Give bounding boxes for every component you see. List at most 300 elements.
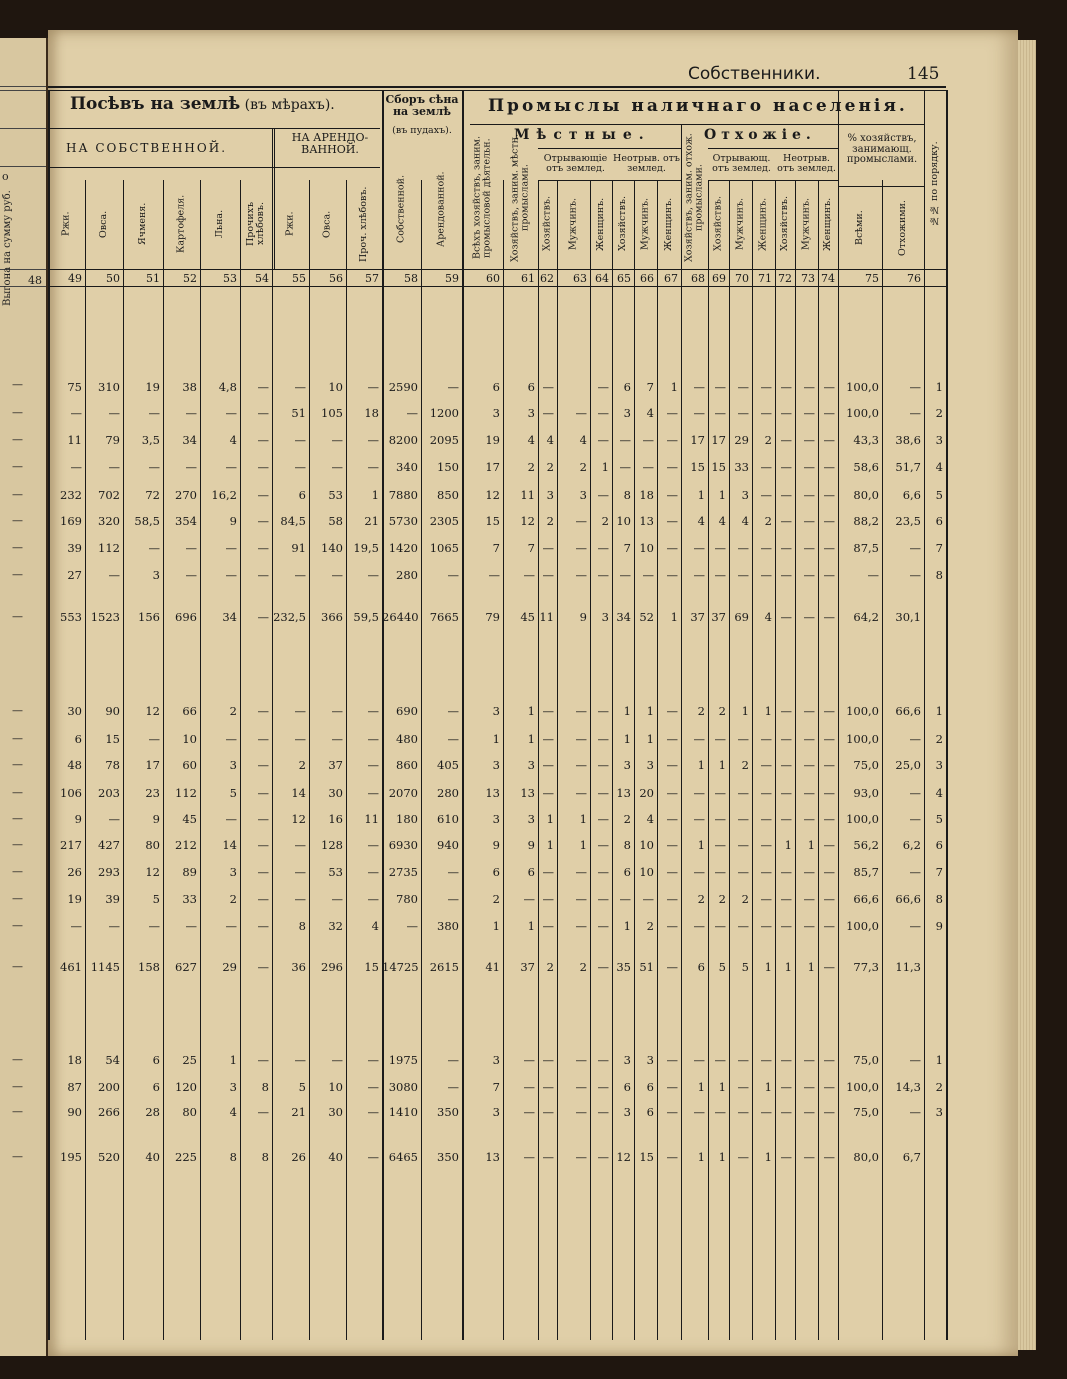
table-cell: 59,5 (353, 610, 379, 624)
column-number: 76 (907, 272, 921, 285)
table-cell: 100,0 (846, 812, 879, 826)
table-cell: — (693, 568, 705, 582)
table-cell: 17 (145, 758, 160, 772)
table-cell: 3 (492, 704, 500, 718)
table-cell: — (597, 838, 609, 852)
h-rule (48, 86, 946, 88)
table-cell: 11 (67, 433, 82, 447)
table-cell: — (257, 610, 269, 624)
table-cell: 320 (98, 514, 120, 528)
table-cell: — (780, 1150, 792, 1164)
table-cell: 200 (98, 1080, 120, 1094)
table-cell: — (597, 568, 609, 582)
table-cell: 7 (646, 380, 654, 394)
table-cell: 51 (291, 406, 306, 420)
table-cell: 13 (616, 786, 631, 800)
table-cell: 6465 (388, 1150, 418, 1164)
table-cell: 1975 (388, 1053, 418, 1067)
column-header: Арендованной. (435, 171, 447, 247)
table-cell: — (780, 919, 792, 933)
table-cell: 940 (437, 838, 459, 852)
table-cell: — (257, 758, 269, 772)
h-rule (274, 167, 380, 168)
column-header: №№ по порядку. (929, 141, 941, 227)
table-cell: — (803, 812, 815, 826)
table-cell: — (257, 514, 269, 528)
table-cell: 8200 (388, 433, 418, 447)
table-cell: — (542, 865, 554, 879)
table-cell: 21 (364, 514, 379, 528)
table-cell: 37 (328, 758, 343, 772)
column-number: 54 (255, 272, 269, 285)
table-cell: — (714, 1053, 726, 1067)
table-cell: — (909, 406, 921, 420)
table-cell: 350 (437, 1150, 459, 1164)
table-cell: 39 (67, 541, 82, 555)
table-cell: 66,6 (895, 892, 921, 906)
table-cell: 10 (639, 865, 654, 879)
table-cell: 5 (718, 960, 726, 974)
table-cell: — (597, 812, 609, 826)
table-cell: 8 (623, 488, 631, 502)
table-cell: — (575, 1053, 587, 1067)
table-cell: 100,0 (846, 406, 879, 420)
table-cell: 5 (935, 812, 943, 826)
prev-row-mark: — (12, 758, 23, 771)
table-cell: 6 (697, 960, 705, 974)
column-header: Женщинъ. (757, 197, 769, 251)
table-cell: — (737, 1080, 749, 1094)
table-cell: 350 (437, 1105, 459, 1119)
prev-rule (0, 86, 46, 87)
column-header: Всѣми. (854, 210, 866, 246)
table-cell: — (780, 1080, 792, 1094)
table-cell: 1 (807, 960, 815, 974)
table-cell: — (780, 812, 792, 826)
table-cell: — (447, 732, 459, 746)
table-cell: 16,2 (211, 488, 237, 502)
table-cell: — (294, 433, 306, 447)
column-header: Хозяйствъ, заним. мѣстн. промыслами. (509, 134, 531, 262)
table-cell: — (780, 406, 792, 420)
table-cell: — (406, 919, 418, 933)
table-cell: — (760, 488, 772, 502)
table-cell: 480 (396, 732, 418, 746)
table-cell: 6 (646, 1105, 654, 1119)
table-cell: — (294, 568, 306, 582)
table-cell: 266 (98, 1105, 120, 1119)
table-cell: — (225, 732, 237, 746)
prev-row-mark: — (12, 406, 23, 419)
table-cell: — (597, 704, 609, 718)
prev-row-mark: — (12, 610, 23, 623)
table-cell: — (666, 786, 678, 800)
table-cell: 1 (764, 1080, 772, 1094)
table-cell: — (575, 732, 587, 746)
table-cell: — (70, 460, 82, 474)
table-cell: 100,0 (846, 732, 879, 746)
table-cell: — (597, 865, 609, 879)
table-cell: 64,2 (853, 610, 879, 624)
table-cell: 100,0 (846, 704, 879, 718)
page-number: 145 (907, 64, 940, 84)
table-cell: 26 (291, 1150, 306, 1164)
table-cell: — (331, 460, 343, 474)
table-cell: 1 (623, 704, 631, 718)
table-cell: — (823, 758, 835, 772)
table-cell: — (70, 406, 82, 420)
table-cell: 39 (105, 892, 120, 906)
prev-row-mark: — (12, 892, 23, 905)
column-header: Хозяйствъ. (712, 196, 724, 252)
table-cell: 3 (623, 406, 631, 420)
table-cell: — (823, 541, 835, 555)
table-cell: 7880 (388, 488, 418, 502)
table-cell: 48 (67, 758, 82, 772)
table-cell: — (803, 568, 815, 582)
table-cell: 2 (718, 892, 726, 906)
table-cell: 4 (579, 433, 587, 447)
table-cell: — (666, 1150, 678, 1164)
column-header: Ржи. (60, 211, 72, 237)
table-cell: — (803, 892, 815, 906)
table-cell: 1 (697, 1150, 705, 1164)
table-cell: 1 (718, 1150, 726, 1164)
table-cell: — (823, 1150, 835, 1164)
table-cell: — (597, 433, 609, 447)
table-cell: 1 (764, 704, 772, 718)
table-cell: 1 (935, 380, 943, 394)
h-rule (48, 286, 946, 287)
table-cell: 225 (175, 1150, 197, 1164)
table-cell: 3 (229, 865, 237, 879)
table-cell: — (575, 786, 587, 800)
table-cell: — (148, 406, 160, 420)
table-cell: — (367, 732, 379, 746)
table-cell: — (780, 892, 792, 906)
table-cell: 43,3 (853, 433, 879, 447)
column-header: Овса. (321, 210, 333, 238)
table-cell: — (575, 892, 587, 906)
column-header: Собственной. (395, 175, 407, 243)
table-cell: 1 (670, 610, 678, 624)
table-cell: — (693, 919, 705, 933)
table-cell: 75,0 (853, 1105, 879, 1119)
table-cell: 1420 (388, 541, 418, 555)
table-cell: 25 (182, 1053, 197, 1067)
table-cell: — (803, 460, 815, 474)
table-cell: — (909, 786, 921, 800)
table-cell: 4 (546, 433, 554, 447)
table-cell: — (108, 812, 120, 826)
column-header: Женщинъ. (822, 197, 834, 251)
column-number: 61 (521, 272, 535, 285)
table-cell: — (185, 541, 197, 555)
sowing-title-text: Посѣвъ на землѣ (70, 94, 241, 114)
table-cell: — (803, 919, 815, 933)
detaching-out-header: Отрывающ. отъ землед. (712, 153, 771, 174)
column-number: 58 (404, 272, 418, 285)
table-cell: — (714, 568, 726, 582)
table-cell: 3 (546, 488, 554, 502)
column-number: 71 (758, 272, 772, 285)
table-cell: — (257, 812, 269, 826)
table-cell: — (803, 488, 815, 502)
local-trades-header: Мѣстные. (514, 127, 651, 143)
column-header: Прочихъ хлѣбовъ. (245, 201, 266, 247)
table-cell: 293 (98, 865, 120, 879)
table-cell: 1 (784, 838, 792, 852)
table-cell: — (619, 892, 631, 906)
column-number: 73 (801, 272, 815, 285)
table-cell: 6 (623, 865, 631, 879)
table-cell: 1 (741, 704, 749, 718)
table-cell: — (760, 541, 772, 555)
table-cell: — (575, 1105, 587, 1119)
table-cell: 91 (291, 541, 306, 555)
table-cell: 8 (935, 892, 943, 906)
table-cell: 6 (492, 380, 500, 394)
table-cell: — (367, 865, 379, 879)
table-cell: — (542, 732, 554, 746)
table-cell: — (714, 406, 726, 420)
table-cell: 4 (646, 406, 654, 420)
prev-row-mark: — (12, 433, 23, 446)
table-cell: — (760, 892, 772, 906)
table-cell: 11 (539, 610, 554, 624)
prev-column-header: Выгона на сумму руб. (2, 190, 13, 306)
table-cell: — (642, 433, 654, 447)
prev-column-number: 48 (28, 274, 42, 287)
table-cell: — (823, 488, 835, 502)
table-cell: 34 (182, 433, 197, 447)
table-cell: 37 (520, 960, 535, 974)
table-cell: 80 (182, 1105, 197, 1119)
table-cell: 2 (298, 758, 306, 772)
table-cell: — (823, 960, 835, 974)
table-cell: 2305 (429, 514, 459, 528)
h-rule (838, 186, 924, 187)
rented-land-header: НА АРЕНДО-ВАННОЙ. (291, 131, 369, 156)
table-cell: — (575, 541, 587, 555)
table-cell: — (367, 460, 379, 474)
table-cell: — (367, 1150, 379, 1164)
table-cell: 2 (697, 704, 705, 718)
table-cell: 40 (328, 1150, 343, 1164)
table-cell: — (225, 919, 237, 933)
prev-row-mark: — (12, 960, 23, 973)
table-cell: — (666, 732, 678, 746)
table-cell: — (542, 406, 554, 420)
table-cell: — (666, 541, 678, 555)
table-cell: 2 (579, 460, 587, 474)
table-cell: 232,5 (273, 610, 306, 624)
table-cell: — (367, 838, 379, 852)
table-cell: 12 (520, 514, 535, 528)
table-cell: — (666, 704, 678, 718)
table-cell: — (597, 406, 609, 420)
table-cell: — (523, 1150, 535, 1164)
table-cell: 23,5 (895, 514, 921, 528)
table-cell: — (909, 812, 921, 826)
table-cell: 6 (152, 1080, 160, 1094)
table-cell: 11,3 (895, 960, 921, 974)
prev-row-mark: — (12, 378, 23, 391)
table-cell: 32 (328, 919, 343, 933)
table-cell: 3 (229, 1080, 237, 1094)
column-number: 65 (617, 272, 631, 285)
table-cell: — (148, 919, 160, 933)
table-cell: — (642, 568, 654, 582)
table-cell: — (823, 460, 835, 474)
h-rule (708, 148, 838, 149)
table-cell: — (257, 732, 269, 746)
table-cell: — (666, 514, 678, 528)
table-cell: — (488, 568, 500, 582)
table-cell: — (803, 541, 815, 555)
table-cell: — (666, 812, 678, 826)
prev-row-mark: — (12, 1150, 23, 1163)
table-cell: — (737, 919, 749, 933)
table-cell: 203 (98, 786, 120, 800)
table-cell: 366 (321, 610, 343, 624)
table-cell: 10 (639, 541, 654, 555)
table-cell: 2 (492, 892, 500, 906)
table-cell: 45 (182, 812, 197, 826)
table-cell: 5 (741, 960, 749, 974)
table-cell: 2 (546, 460, 554, 474)
column-header: Хозяйствъ. (617, 196, 629, 252)
table-cell: — (597, 758, 609, 772)
table-cell: — (780, 610, 792, 624)
table-cell: — (597, 541, 609, 555)
table-cell: — (780, 380, 792, 394)
table-cell: 553 (60, 610, 82, 624)
table-cell: 12 (485, 488, 500, 502)
table-cell: 30,1 (895, 610, 921, 624)
table-cell: — (542, 568, 554, 582)
sowing-title (70, 96, 335, 114)
table-cell: — (70, 919, 82, 933)
percent-header: % хозяйствъ, занимающ. промыслами. (846, 133, 918, 165)
table-cell: 7 (935, 865, 943, 879)
table-cell: 270 (175, 488, 197, 502)
table-cell: — (447, 865, 459, 879)
table-cell: — (406, 406, 418, 420)
table-cell: — (542, 758, 554, 772)
table-cell: — (257, 433, 269, 447)
table-cell: 18 (639, 488, 654, 502)
table-cell: 75,0 (853, 1053, 879, 1067)
table-cell: — (737, 865, 749, 879)
table-cell: — (714, 380, 726, 394)
prev-row-mark: — (12, 919, 23, 932)
table-cell: 4 (229, 433, 237, 447)
prev-row-mark: — (12, 865, 23, 878)
table-cell: — (225, 568, 237, 582)
table-cell: 140 (321, 541, 343, 555)
table-cell: 627 (175, 960, 197, 974)
table-cell: — (803, 865, 815, 879)
table-cell: 2 (718, 704, 726, 718)
column-header: Картофеля. (175, 194, 187, 254)
h-rule (48, 167, 274, 168)
table-cell: 3 (623, 1105, 631, 1119)
table-cell: 10 (616, 514, 631, 528)
prev-header-fragment: о (2, 170, 9, 183)
table-cell: — (760, 865, 772, 879)
table-cell: 4 (935, 786, 943, 800)
column-header: Хозяйствъ. (779, 196, 791, 252)
table-cell: 19 (485, 433, 500, 447)
table-cell: 8 (298, 919, 306, 933)
table-cell: 1 (546, 812, 554, 826)
table-cell: — (447, 704, 459, 718)
table-cell: 35 (616, 960, 631, 974)
table-cell: 88,2 (853, 514, 879, 528)
table-cell: — (760, 786, 772, 800)
table-cell: — (367, 1105, 379, 1119)
v-rule (946, 90, 948, 1340)
table-cell: — (542, 1150, 554, 1164)
table-cell: 2 (764, 514, 772, 528)
table-cell: 8 (935, 568, 943, 582)
table-cell: 19 (145, 380, 160, 394)
h-rule (48, 128, 380, 129)
table-cell: 90 (105, 704, 120, 718)
table-cell: — (597, 919, 609, 933)
table-cell: 5 (935, 488, 943, 502)
table-cell: 195 (60, 1150, 82, 1164)
table-cell: 106 (60, 786, 82, 800)
table-cell: — (575, 1150, 587, 1164)
table-cell: 4 (764, 610, 772, 624)
table-cell: — (619, 433, 631, 447)
table-cell: — (619, 568, 631, 582)
table-cell: 3 (935, 433, 943, 447)
table-cell: 10 (182, 732, 197, 746)
table-cell: 1 (546, 838, 554, 852)
table-cell: 3 (935, 758, 943, 772)
table-cell: 6 (527, 380, 535, 394)
table-cell: — (542, 541, 554, 555)
table-cell: 2615 (429, 960, 459, 974)
table-cell: 13 (485, 786, 500, 800)
table-cell: 6 (492, 865, 500, 879)
table-cell: 380 (437, 919, 459, 933)
h-rule (538, 148, 681, 149)
table-cell: — (666, 568, 678, 582)
table-cell: 14,3 (895, 1080, 921, 1094)
table-cell: — (575, 568, 587, 582)
table-cell: 3 (492, 1053, 500, 1067)
table-cell: — (823, 610, 835, 624)
table-cell: 90 (67, 1105, 82, 1119)
table-cell: — (760, 460, 772, 474)
table-cell: — (803, 1150, 815, 1164)
table-cell: 1 (718, 488, 726, 502)
table-cell: 120 (175, 1080, 197, 1094)
table-cell: 4 (646, 812, 654, 826)
table-cell: 1 (697, 758, 705, 772)
table-cell: 5 (298, 1080, 306, 1094)
table-cell: 180 (396, 812, 418, 826)
table-cell: — (597, 1053, 609, 1067)
table-cell: 1 (579, 838, 587, 852)
table-cell: 427 (98, 838, 120, 852)
prev-row-mark: — (12, 732, 23, 745)
table-cell: 7 (623, 541, 631, 555)
